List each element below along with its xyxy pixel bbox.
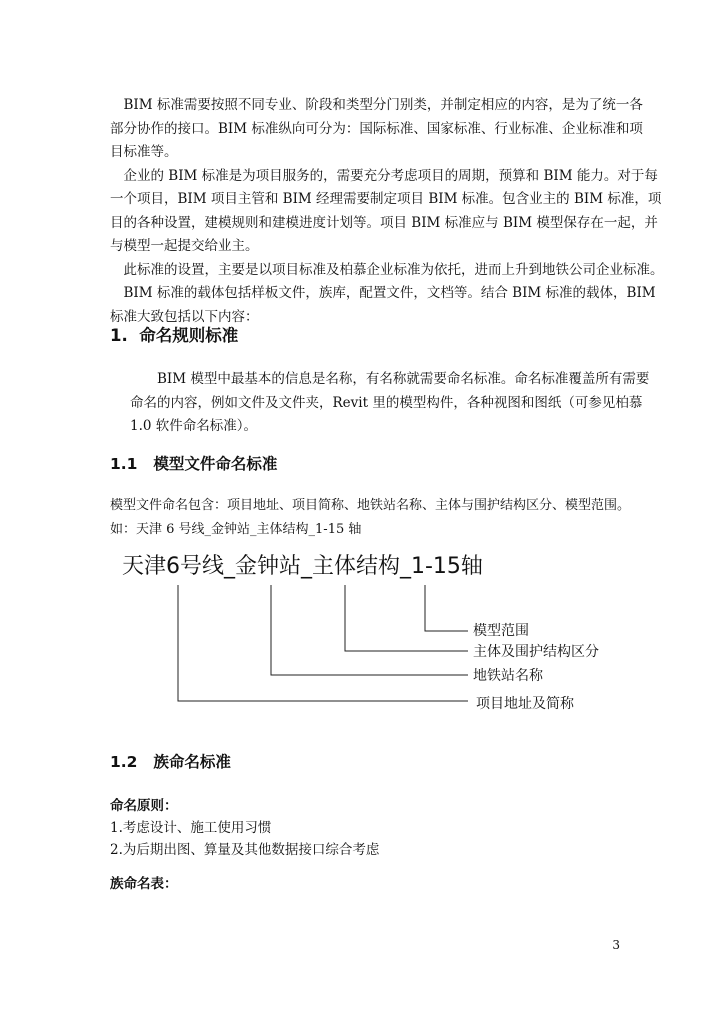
section-1-heading xyxy=(110,322,238,346)
text-line: BIM 标准需要按照不同专业、阶段和类型分门别类，并制定相应的内容，是为了统一各 xyxy=(110,97,643,113)
label-structure-type: 主体及围护结构区分 xyxy=(473,644,599,660)
label-model-range: 模型范围 xyxy=(473,623,529,639)
text-line: 标准大致包括以下内容： xyxy=(110,308,259,325)
connector-station-name xyxy=(271,585,468,675)
label-project-address: 项目地址及简称 xyxy=(476,696,574,712)
section-1-2-heading xyxy=(110,750,231,772)
text-line: 命名的内容，例如文件及文件夹，Revit 里的模型构件，各种视图和图纸（可参见柏慕 xyxy=(130,394,643,411)
text-line: 此标准的设置，主要是以项目标准及柏慕企业标准为依托，进而上升到地铁公司企业标准。 xyxy=(110,261,664,278)
text-line: BIM 标准的载体包括样板文件，族库，配置文件，文档等。结合 BIM 标准的载体，BIM xyxy=(110,285,656,301)
intro-paragraph xyxy=(110,94,664,329)
section-number: 1.1 xyxy=(110,455,138,473)
connector-lines xyxy=(178,585,468,701)
text-line: 目的各种设置，建模规则和建模进度计划等。项目 BIM 标准应与 BIM 模型保存在一起，并 xyxy=(110,214,658,231)
section-title: 族命名标准 xyxy=(153,753,231,771)
section-1-1-heading xyxy=(110,452,277,474)
naming-principle-item: 1.考虑设计、施工使用习惯 xyxy=(110,820,272,836)
text-line: 与模型一起提交给业主。 xyxy=(110,238,259,254)
example-file-name: 天津6号线_金钟站_主体结构_1-15轴 xyxy=(122,554,483,579)
text-line: BIM 模型中最基本的信息是名称，有名称就需要命名标准。命名标准覆盖所有需要 xyxy=(130,371,650,387)
naming-principle-item: 2.为后期出图、算量及其他数据接口综合考虑 xyxy=(110,842,380,858)
section-title: 模型文件命名标准 xyxy=(153,455,278,473)
section-title: 命名规则标准 xyxy=(139,326,239,345)
label-station-name: 地铁站名称 xyxy=(473,668,543,684)
section-number: 1.2 xyxy=(110,753,138,771)
connector-structure-type xyxy=(345,585,468,651)
text-line: 目标准等。 xyxy=(110,144,178,160)
naming-principle-heading: 命名原则： xyxy=(110,798,178,814)
naming-diagram xyxy=(100,545,620,720)
section-1-paragraph xyxy=(130,368,650,439)
text-line: 1.0 软件命名标准）。 xyxy=(130,418,258,434)
section-number: 1. xyxy=(110,326,128,345)
text-line: 企业的 BIM 标准是为项目服务的，需要充分考虑项目的周期，预算和 BIM 能力。对于每 xyxy=(110,167,658,184)
text-line: 部分协作的接口。BIM 标准纵向可分为：国际标准、国家标准、行业标准、企业标准和项 xyxy=(110,120,643,137)
section-1-1-paragraph xyxy=(110,494,631,541)
family-naming-table-heading: 族命名表： xyxy=(110,876,178,892)
text-line: 一个项目，BIM 项目主管和 BIM 经理需要制定项目 BIM 标准。包含业主的 BIM 标准，项 xyxy=(110,191,662,207)
text-line: 模型文件命名包含：项目地址、项目简称、地铁站名称、主体与围护结构区分、模型范围。 xyxy=(110,498,631,513)
page-number: 3 xyxy=(612,938,620,952)
text-line: 如：天津 6 号线_金钟站_主体结构_1-15 轴 xyxy=(110,521,362,537)
connector-model-range xyxy=(425,585,468,631)
